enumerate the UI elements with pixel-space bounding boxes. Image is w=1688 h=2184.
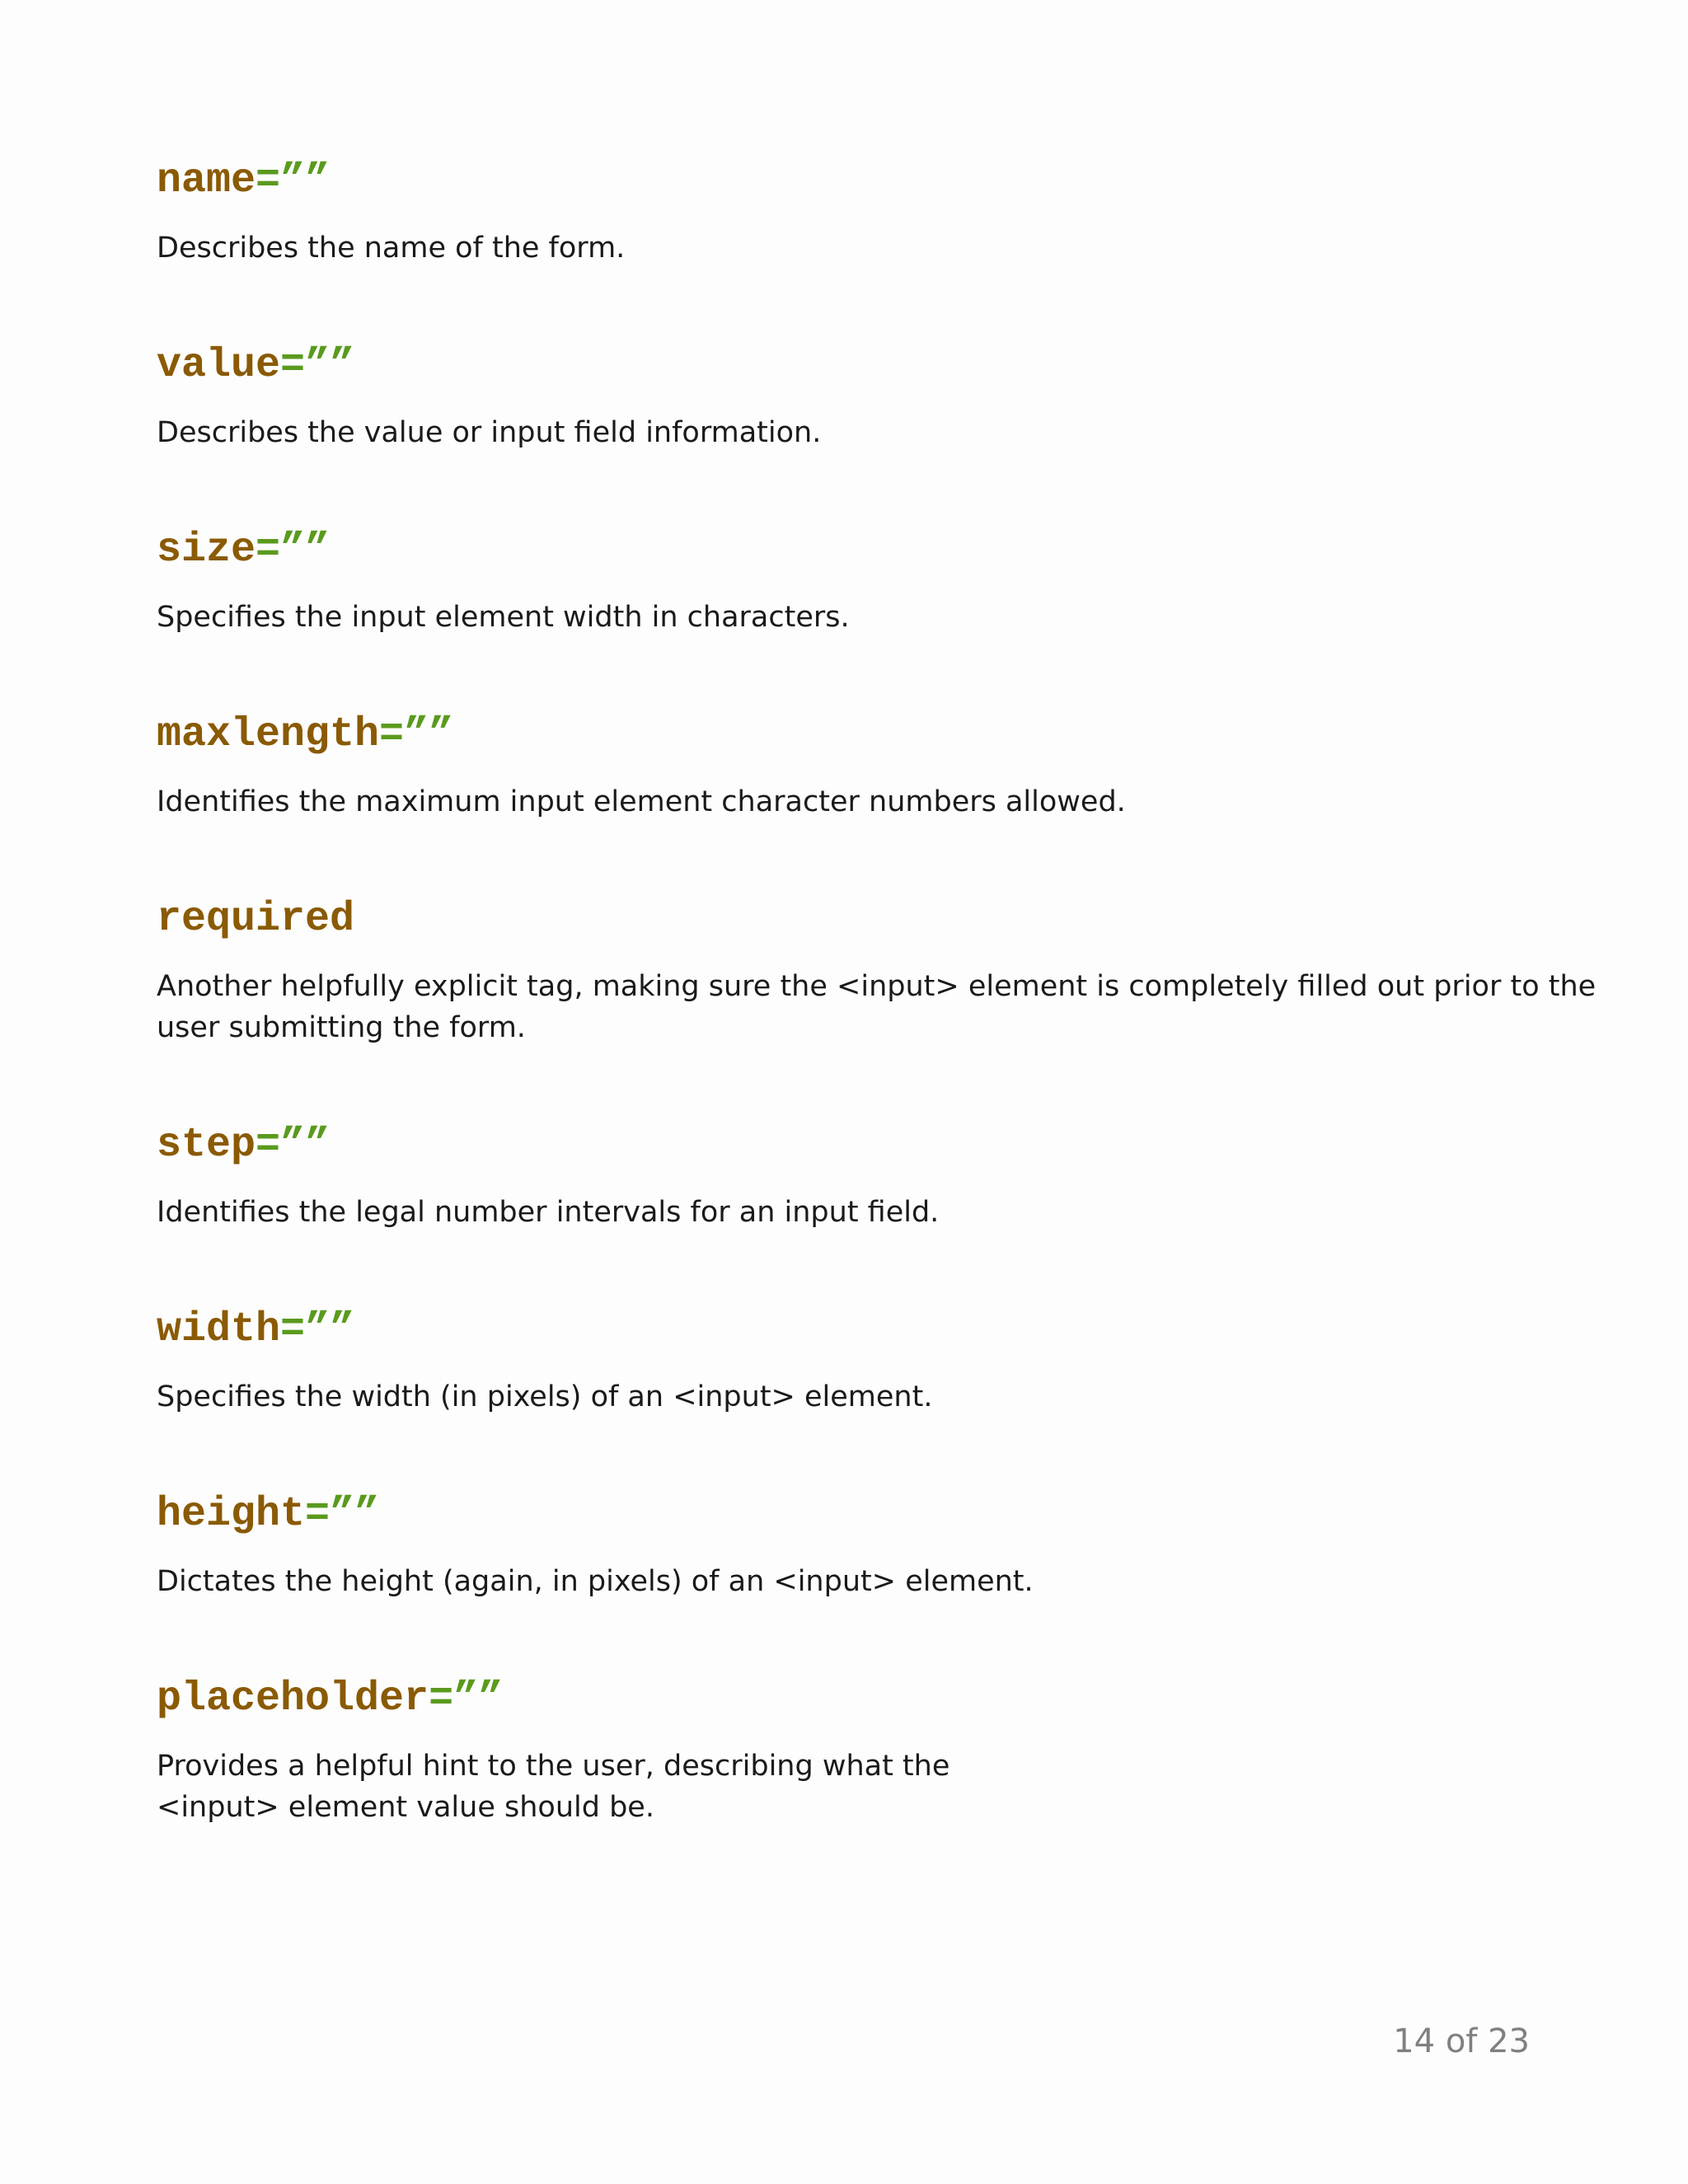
description-line: Provides a helpful hint to the user, describing what the bbox=[157, 1750, 950, 1783]
attribute-heading bbox=[157, 710, 1541, 760]
attribute-suffix: =”” bbox=[256, 527, 331, 574]
page-number: 14 of 23 bbox=[1393, 2022, 1530, 2060]
attribute-description bbox=[157, 1746, 1541, 1828]
attribute-heading bbox=[157, 526, 1541, 575]
description-line: Identifies the maximum input element character numbers allowed. bbox=[157, 785, 1126, 818]
attribute-heading bbox=[157, 1121, 1541, 1170]
attribute-heading bbox=[157, 1490, 1541, 1540]
attribute-name: width bbox=[157, 1306, 281, 1353]
description-line: Describes the name of the form. bbox=[157, 232, 626, 265]
attribute-name: maxlength bbox=[157, 711, 380, 758]
description-line: <input> element value should be. bbox=[157, 1791, 654, 1824]
attribute-suffix: =”” bbox=[305, 1491, 380, 1538]
attribute-heading bbox=[157, 895, 1541, 944]
description-line: Identifies the legal number intervals for an input field. bbox=[157, 1196, 940, 1229]
attribute-entry-value bbox=[157, 341, 1541, 453]
attribute-entry-required bbox=[157, 895, 1597, 1048]
attribute-entry-step bbox=[157, 1121, 1541, 1233]
attribute-description bbox=[157, 227, 1541, 269]
attribute-suffix: =”” bbox=[379, 711, 454, 758]
attribute-description bbox=[157, 1192, 1541, 1233]
description-line: Specifies the input element width in characters. bbox=[157, 601, 850, 634]
attribute-name: placeholder bbox=[157, 1675, 429, 1722]
attribute-name: height bbox=[157, 1491, 306, 1538]
attribute-entry-size bbox=[157, 526, 1541, 638]
attribute-suffix: =”” bbox=[429, 1675, 504, 1722]
attribute-entry-height bbox=[157, 1490, 1541, 1602]
attribute-name: required bbox=[157, 896, 355, 943]
attribute-suffix: =”” bbox=[280, 1306, 355, 1353]
description-line: Another helpfully explicit tag, making sure the <input> element is completely filled out prior to the bbox=[157, 970, 1597, 1003]
attribute-description bbox=[157, 781, 1541, 823]
attribute-suffix: =”” bbox=[256, 157, 331, 204]
attribute-description bbox=[157, 1561, 1541, 1602]
attribute-suffix: =”” bbox=[280, 342, 355, 389]
description-line: user submitting the form. bbox=[157, 1011, 526, 1044]
attribute-description bbox=[157, 966, 1597, 1048]
attribute-name: size bbox=[157, 527, 256, 574]
attribute-heading bbox=[157, 1305, 1541, 1355]
attribute-description bbox=[157, 412, 1541, 453]
attribute-name: value bbox=[157, 342, 281, 389]
attribute-entry-placeholder bbox=[157, 1675, 1541, 1828]
description-line: Specifies the width (in pixels) of an <input> element. bbox=[157, 1380, 933, 1413]
attribute-description bbox=[157, 597, 1541, 638]
attribute-entry-width bbox=[157, 1305, 1541, 1418]
attribute-heading bbox=[157, 157, 1541, 206]
attribute-entry-name bbox=[157, 157, 1541, 269]
attribute-heading bbox=[157, 341, 1541, 391]
attribute-suffix: =”” bbox=[256, 1122, 331, 1169]
attribute-heading bbox=[157, 1675, 1541, 1724]
description-line: Describes the value or input field information. bbox=[157, 416, 822, 449]
attribute-description bbox=[157, 1376, 1541, 1418]
attribute-name: step bbox=[157, 1122, 256, 1169]
attribute-entry-maxlength bbox=[157, 710, 1541, 823]
description-line: Dictates the height (again, in pixels) of an <input> element. bbox=[157, 1565, 1034, 1598]
attribute-name: name bbox=[157, 157, 256, 204]
